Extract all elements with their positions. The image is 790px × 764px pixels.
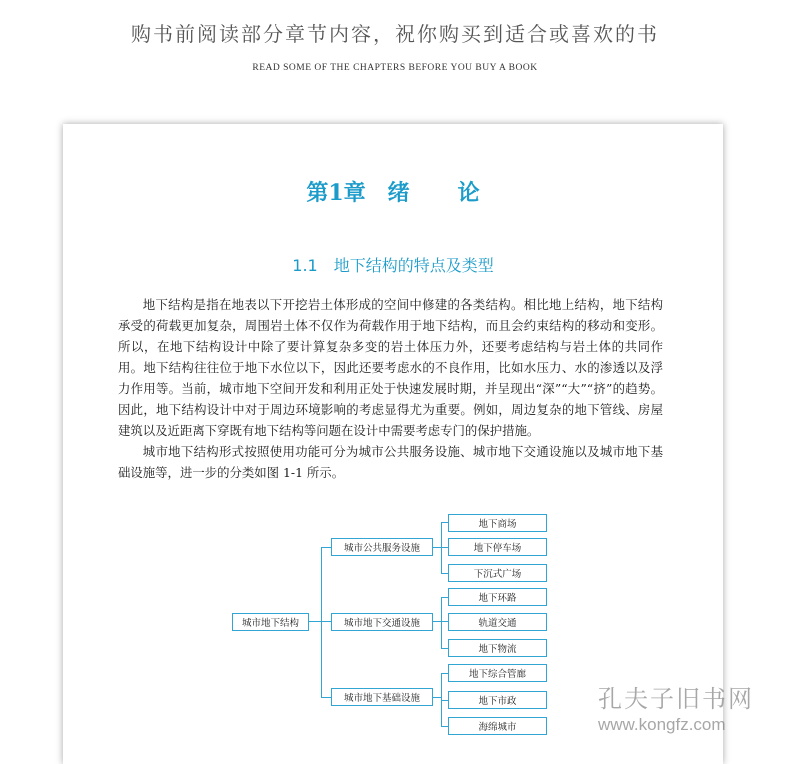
watermark-cn: 孔夫子旧书网 [598,685,754,713]
connector [321,697,331,698]
diagram-leaf-box: 海绵城市 [448,717,547,735]
section-title [63,253,723,276]
connector [309,621,321,622]
diagram-leaf-box: 地下环路 [448,588,547,606]
connector [441,673,448,674]
section-number: 1.1 [292,256,318,275]
chapter-word-1: 绪 [387,180,410,206]
diagram-group-box: 城市地下交通设施 [331,613,433,631]
diagram-leaf-box: 下沉式广场 [448,564,547,582]
watermark [598,679,778,735]
connector [433,697,441,698]
diagram-leaf-box: 地下商场 [448,514,547,532]
section-heading: 地下结构的特点及类型 [333,256,494,275]
banner-subtitle: READ SOME OF THE CHAPTERS BEFORE YOU BUY A BOOK [252,63,538,73]
connector [441,726,448,727]
diagram-leaf-box: 地下综合管廊 [448,664,547,682]
diagram-leaf-box: 地下市政 [448,691,547,709]
paragraph: 地下结构是指在地表以下开挖岩土体形成的空间中修建的各类结构。相比地上结构，地下结构承受的荷载更加复杂，周围岩土体不仅作为荷载作用于地下结构，而且会约束结构的移动和变形。所以，在地下结构设计中除了要计算复杂多变的岩土体压力外，还要考虑结构与岩土体的共同作用。地下结构往往位于地下水位以下，因此还要考虑水的不良作用，比如水压力、水的渗透以及浮力作用等。当前，城市地下空间开发和利用正处于快速发展时期，并呈现出“深”“大”“挤”的趋势。因此，地下结构设计中对于周边环境影响的考虑显得尤为重要。例如，周边复杂的地下管线、房屋建筑以及近距离下穿既有地下结构等问题在设计中需要考虑专门的保护措施。 [118,297,663,438]
chapter-number: 第1章 [306,180,366,206]
diagram-root-box: 城市地下结构 [232,613,309,631]
connector [441,522,448,523]
body-text [118,294,663,483]
diagram-leaf-box: 地下停车场 [448,538,547,556]
watermark-url: www.kongfz.com [598,715,726,734]
book-page [63,124,723,764]
paragraph: 城市地下结构形式按照使用功能可分为城市公共服务设施、城市地下交通设施以及城市地下基础设施等，进一步的分类如图 1-1 所示。 [118,444,663,480]
connector [441,597,448,598]
diagram-leaf-box: 地下物流 [448,639,547,657]
connector [321,547,322,697]
diagram-group-box: 城市地下基础设施 [331,688,433,706]
diagram-group-box: 城市公共服务设施 [331,538,433,556]
diagram-leaf-box: 轨道交通 [448,613,547,631]
connector [441,597,442,648]
connector [441,700,448,701]
connector [321,547,331,548]
connector [441,547,448,548]
connector [433,621,441,622]
chapter-word-2: 论 [457,180,480,206]
connector [321,621,331,622]
chapter-title [63,176,723,207]
connector [441,621,448,622]
connector [433,547,441,548]
connector [441,573,448,574]
connector [441,648,448,649]
banner-title: 购书前阅读部分章节内容，祝你购买到适合或喜欢的书 [131,22,659,46]
